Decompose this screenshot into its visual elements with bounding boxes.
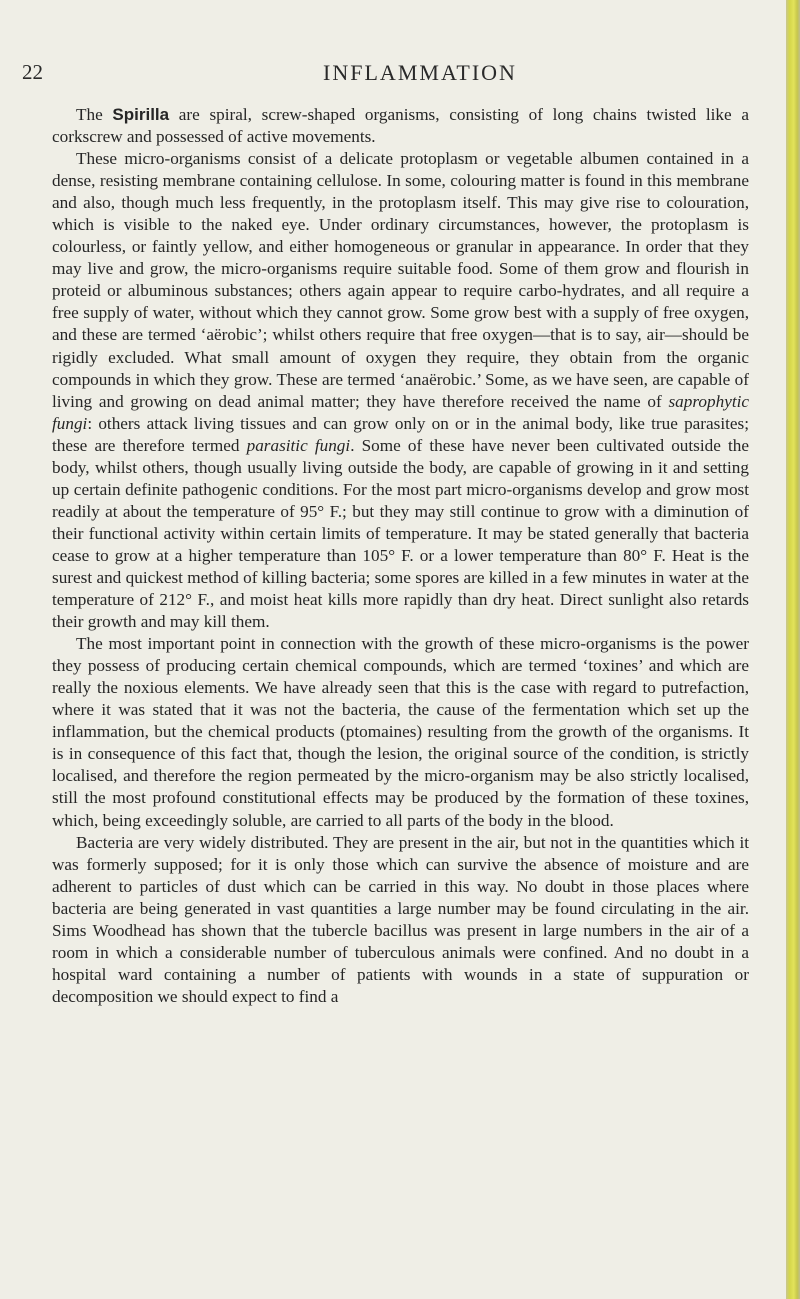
page-number: 22 bbox=[22, 60, 43, 84]
page-header bbox=[0, 60, 786, 90]
term-parasitic-fungi: parasitic fungi bbox=[246, 435, 351, 455]
paragraph-spirilla-text: The Spirilla are spiral, screw-shaped organisms, consisting of long chains twisted like a corkscrew and possessed of active movements. bbox=[52, 105, 749, 147]
paragraph-micro-organisms: These micro-organisms consist of a delicate protoplasm or vegetable albumen contained in a dense, resisting membrane containing cellulose. In some, colouring matter is found in this membrane and also, though much less frequently, in the protoplasm itself. This may give rise to colouration, which is visible to the naked eye. Under ordinary circumstances, however, the protoplasm is colourless, or faintly yellow, and either homogeneous or granular in appearance. In order that they may live and grow, the micro-organisms require suitable food. Some of them grow and flourish in proteid or albuminous substances; others again appear to require carbo-hydrates, and all require a free supply of water, without which they cannot grow. Some grow best with a supply of free oxygen, and these are termed ‘aërobic’; whilst others require that free oxygen—that is to say, air—should be rigidly excluded. What small amount of oxygen they require, they obtain from the organic compounds in which they grow. These are termed ‘anaërobic.’ Some, as we have seen, are capable of living and growing on dead animal matter; they have therefore received the name of saprophytic fungi: others attack living tissues and can grow only on or in the animal body, like true parasites; these are therefore termed parasitic fungi. Some of these have never been cultivated outside the body, whilst others, though usually living outside the body, are capable of growing in it and setting up certain definite pathogenic conditions. For the most part micro-organisms develop and grow most readily at about the temperature of 95° F.; but they may still continue to grow with a diminution of their functional activity within certain limits of temperature. It may be stated generally that bacteria cease to grow at a higher temperature than 105° F. or a lower temperature than 80° F. Heat is the surest and quickest method of killing bacteria; some spores are killed in a few minutes in water at the temperature of 212° F., and moist heat kills more rapidly than dry heat. Direct sunlight also retards their growth and may kill them. bbox=[52, 149, 749, 632]
paragraph-toxines: The most important point in connection with the growth of these micro-organisms is the power they possess of producing certain chemical compounds, which are termed ‘toxines’ and which are really the noxious elements. We have already seen that this is the case with regard to putrefaction, where it was stated that it was not the bacteria, the cause of the fermentation which set up the inflammation, but the chemical products (ptomaines) resulting from the growth of the organisms. It is in consequence of this fact that, though the lesion, the original source of the condition, is strictly localised, and therefore the region permeated by the micro-organism may be also strictly localised, still the most profound constitutional effects may be produced by the formation of these toxines, which, being exceedingly soluble, are carried to all parts of the body in the blood. bbox=[52, 634, 749, 830]
paragraph-spirilla bbox=[52, 104, 749, 148]
term-spirilla: Spirilla bbox=[112, 105, 170, 124]
running-head: INFLAMMATION bbox=[323, 60, 517, 85]
page-edge-stripe bbox=[786, 0, 800, 1299]
body-text bbox=[52, 104, 749, 1008]
term-saprophytic-fungi: saprophytic fungi bbox=[52, 391, 749, 433]
paragraph-distribution: Bacteria are very widely distributed. They are present in the air, but not in the quantities which it was formerly supposed; for it is only those which can survive the absence of moisture and are adherent to particles of dust which can be carried in this way. No doubt in those places where bacteria are being generated in vast quantities a large number may be found circulating in the air. Sims Woodhead has shown that the tubercle bacillus was present in large numbers in the air of a room in which a considerable number of tuberculous animals were confined. And no doubt in a hospital ward containing a number of patients with wounds in a state of suppuration or decomposition we should expect to find a bbox=[52, 832, 749, 1006]
